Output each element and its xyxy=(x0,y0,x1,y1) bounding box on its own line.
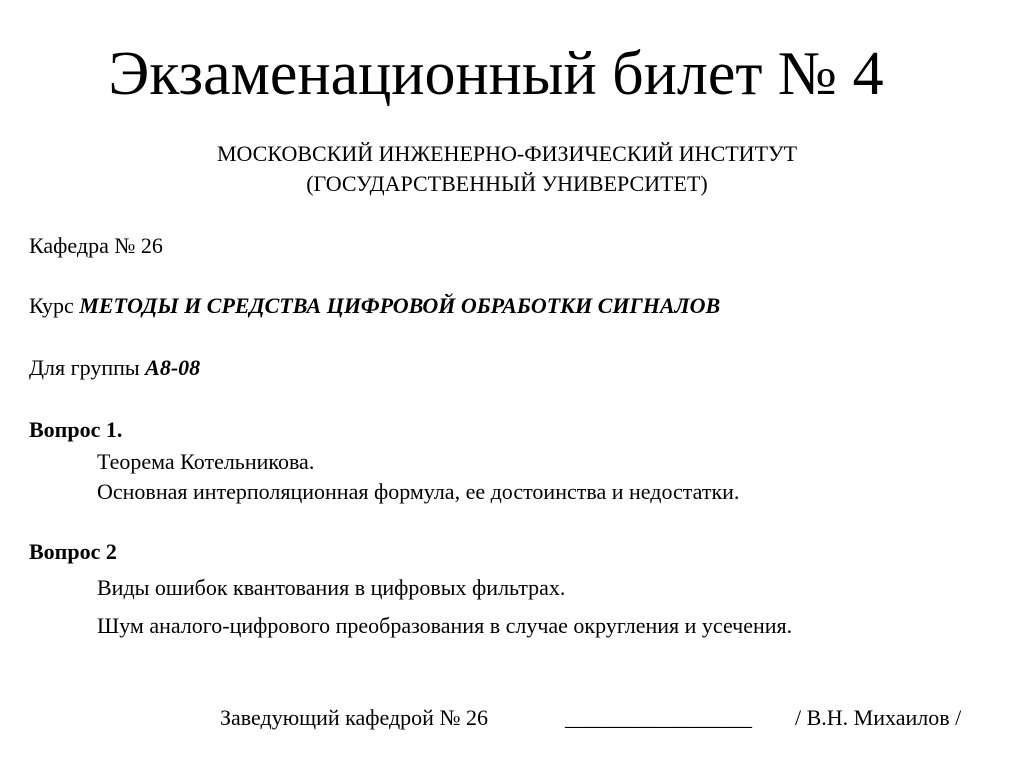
page-title: Экзаменационный билет № 4 xyxy=(108,40,884,108)
question-2-heading: Вопрос 2 xyxy=(29,539,117,564)
question-1-line-1: Теорема Котельникова. xyxy=(97,449,315,474)
head-of-department-name: / В.Н. Михаилов / xyxy=(795,705,962,730)
group-label: Для группы xyxy=(29,355,140,380)
department-line: Кафедра № 26 xyxy=(29,233,163,258)
course-name: МЕТОДЫ И СРЕДСТВА ЦИФРОВОЙ ОБРАБОТКИ СИГНАЛОВ xyxy=(79,293,721,318)
course-line xyxy=(29,292,720,320)
group-name: А8-08 xyxy=(145,355,201,380)
group-line xyxy=(29,354,200,382)
institute-name: МОСКОВСКИЙ ИНЖЕНЕРНО-ФИЗИЧЕСКИЙ ИНСТИТУТ xyxy=(216,141,798,166)
institute-status: (ГОСУДАРСТВЕННЫЙ УНИВЕРСИТЕТ) xyxy=(306,171,708,196)
question-1-line-2: Основная интерполяционная формула, ее достоинства и недостатки. xyxy=(97,479,740,504)
signature-line: _________________ xyxy=(565,705,752,730)
question-2-line-2: Шум аналого-цифрового преобразования в случае округления и усечения. xyxy=(97,613,793,638)
course-label: Курс xyxy=(29,293,74,318)
question-1-heading: Вопрос 1. xyxy=(29,417,123,442)
question-2-line-1: Виды ошибок квантования в цифровых фильтрах. xyxy=(97,575,566,600)
head-of-department-label: Заведующий кафедрой № 26 xyxy=(220,705,488,730)
